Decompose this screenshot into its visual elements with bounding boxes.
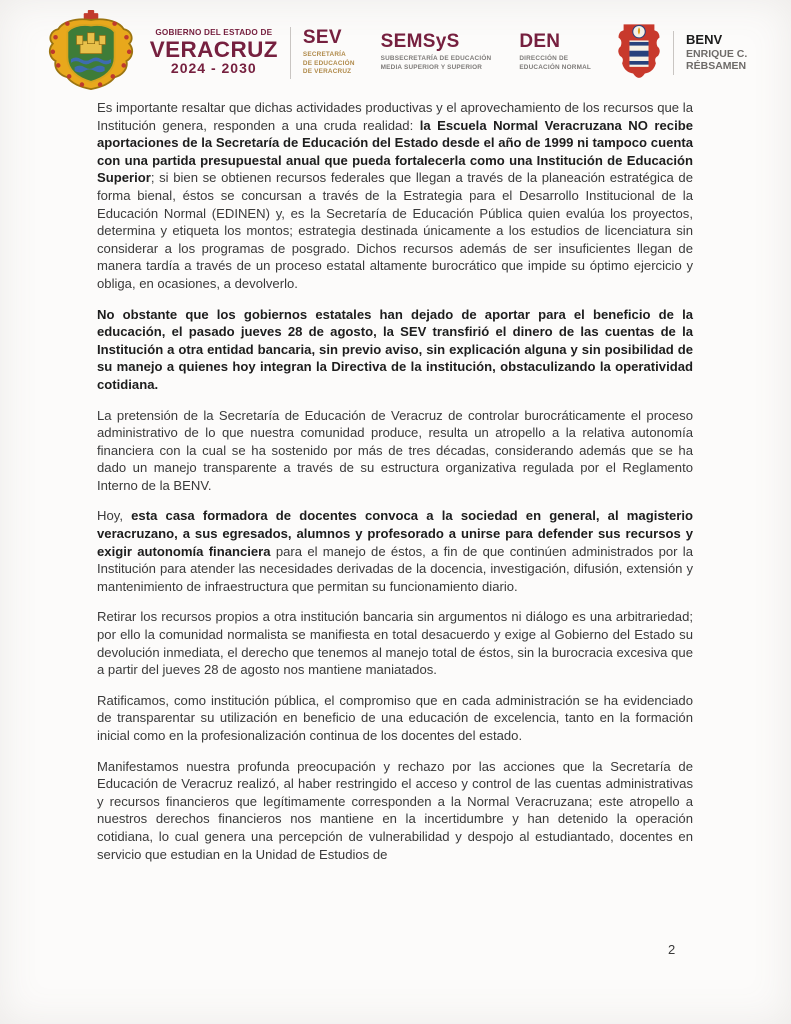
veracruz-wordmark: VERACRUZ [149, 36, 278, 62]
paragraph-transferencia-sev: No obstante que los gobiernos estatales han dejado de aportar para el beneficio de la educación, el pasado jueves 28 de agosto, la SEV transfirió el dinero de las cuentas de la Institución a otra entidad bancaria, sin previo aviso, sin explicación alguna y sin posibilidad de su manejo a quienes hoy integran la Directiva de la institución, obstaculizando la operatividad cotidiana. [97, 306, 693, 392]
sev-acronym: SEV [302, 27, 342, 49]
header-divider [290, 27, 291, 79]
paragraph-exigencia-devolucion: Retirar los recursos propios a otra institución bancaria sin argumentos ni diálogo es una arbitrariedad; por ello la comunidad normalista se manifiesta en total desacuerdo y exige al Gobierno del Estado su devolución inmediata, el derecho que tenemos al manejo total de éstos, sin la burocracia excesiva que a partir del jueves 28 de agosto nos mantiene maniatados. [97, 609, 693, 678]
gobierno-line: GOBIERNO DEL ESTADO DE [155, 28, 273, 38]
sev-subtitle: SECRETARÍA DE EDUCACIÓN DE VERACRUZ [302, 51, 355, 76]
semsys-block [381, 32, 492, 72]
letter-body [97, 99, 693, 863]
paragraph-convocatoria: Hoy, esta casa formadora de docentes convoca a la sociedad en general, al magisterio veracruzano, a sus egresados, alumnos y profesorado a unirse para defender sus recursos y exigir autonomía financiera para el manejo de éstos, a fin de que continúen administrados por la Institución para atender las necesidades derivadas de la docencia, investigación, difusión, extensión y mantenimiento de infraestructura que permitan su funcionamiento diario. [97, 508, 693, 594]
sev-block [303, 28, 355, 77]
benv-block [686, 32, 747, 73]
gobierno-period: 2024 - 2030 [170, 60, 257, 77]
semsys-acronym: SEMSyS [380, 31, 460, 53]
den-block [519, 32, 591, 72]
benv-subtitle: RÉBSAMEN [686, 60, 747, 73]
header-divider [673, 31, 674, 75]
veracruz-coat-of-arms-icon [44, 10, 138, 95]
gobierno-veracruz-block [150, 29, 278, 75]
paragraph-recursos-realidad: Es importante resaltar que dichas actividades productivas y el aprovechamiento de los recursos que la Institución genera, responden a una cruda realidad: la Escuela Normal Veracruzana NO recibe aportaciones de la Secretaría de Educación del Estado desde el año de 1999 ni tampoco cuenta con una partida presupuestal anual que pueda fortalecerla como una Institución de Educación Superior; si bien se obtienen recursos federales que llegan a través de la planeación estratégica de forma bienal, éstos se concursan a través de la Estrategia para el Desarrollo Institucional de la Educación Normal (EDINEN) y, es la Secretaría de Educación Pública quien evalúa los proyectos, determina y etiqueta los montos; estrategia destinada únicamente a los estudios de licenciatura sin considerar a los programas de posgrado. Dichos recursos además de ser insuficientes llegan de manera tardía a través de un proceso estatal altamente burocrático que impide su óptimo ejercicio y obliga, en ocasiones, a devolverlo. [97, 100, 693, 291]
paragraph-ratificacion: Ratificamos, como institución pública, el compromiso que en cada administración se ha evidenciado de transparentar su utilización en beneficio de una educación de excelencia, tanto en la formación inicial como en la profesionalización continua de los docentes del estado. [97, 692, 693, 743]
letterhead [0, 0, 791, 92]
den-subtitle: DIRECCIÓN DE EDUCACIÓN NORMAL [519, 55, 592, 71]
paragraph-pretension-control: La pretensión de la Secretaría de Educación de Veracruz de controlar burocráticamente el proceso administrativo de lo que nuestra comunidad produce, resulta un atropello a la relativa autonomía financiera con la cual se ha sostenido por más de tres décadas, considerando además que se ha dado un manejo transparente a través de su estructura organizativa regulada por el Reglamento Interno de la BENV. [97, 407, 693, 493]
paragraph-manifestacion: Manifestamos nuestra profunda preocupación y rechazo por las acciones que la Secretaría de Educación de Veracruz realizó, al haber restringido el acceso y control de las cuentas administrativas y recursos financieros que legítimamente corresponden a la Normal Veracruzana; este atropello a nuestros derechos financieros nos mantiene en la incertidumbre y han detenido la operación cotidiana, lo cual genera una percepción de vulnerabilidad y despojo al estudiantado, docentes en servicio que estudian en la Unidad de Estudios de [97, 758, 693, 862]
semsys-subtitle: SUBSECRETARÍA DE EDUCACIÓN MEDIA SUPERIOR Y SUPERIOR [380, 55, 492, 71]
benv-shield-icon [617, 20, 661, 85]
benv-acronym: BENV [686, 32, 723, 48]
den-acronym: DEN [519, 31, 561, 53]
page-number: 2 [668, 942, 676, 957]
benv-subtitle: ENRIQUE C. [686, 47, 748, 60]
